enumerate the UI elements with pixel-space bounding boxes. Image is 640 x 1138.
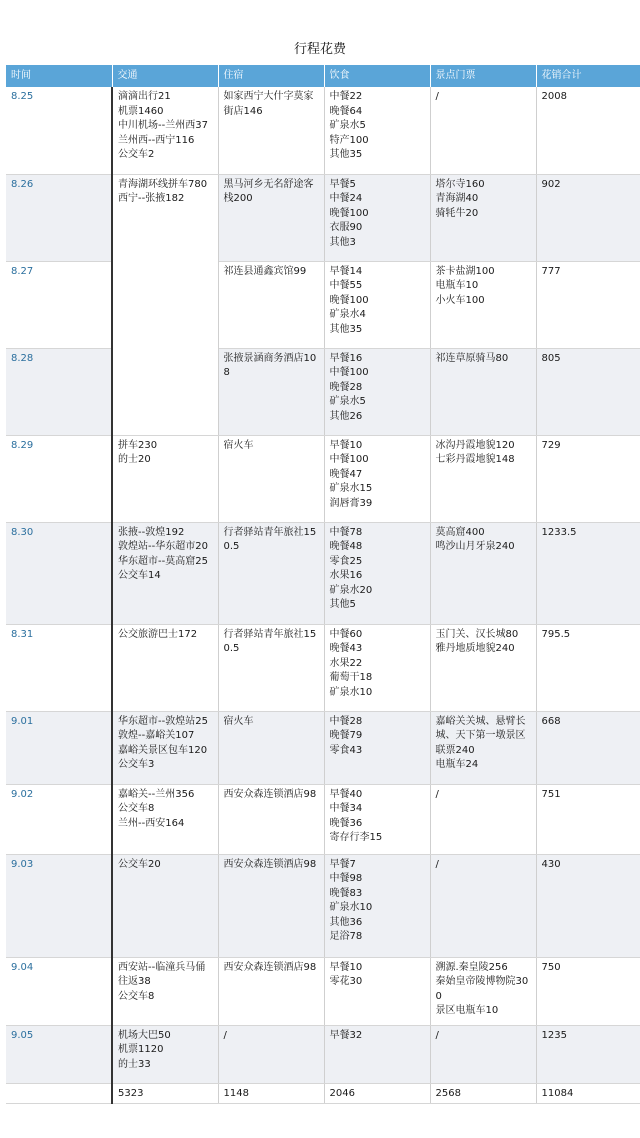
- lodging-cell: 行者驿站青年旅社150.5: [218, 522, 324, 624]
- lodging-cell: 祁连县通鑫宾馆99: [218, 261, 324, 348]
- header-food: 饮食: [324, 65, 430, 87]
- table-row: [6, 957, 640, 1025]
- date-cell: 8.27: [6, 261, 112, 348]
- transport-cell: 嘉峪关--兰州356 公交车8 兰州--西安164: [112, 784, 218, 854]
- lodging-cell: 西安众森连锁酒店98: [218, 784, 324, 854]
- header-lodging: 住宿: [218, 65, 324, 87]
- header-transport: 交通: [112, 65, 218, 87]
- transport-cell: 青海湖环线拼车780 西宁--张掖182: [112, 174, 218, 435]
- food-total-cell: 2046: [324, 1083, 430, 1103]
- total-cell: 430: [536, 854, 640, 957]
- tickets-total-cell: 2568: [430, 1083, 536, 1103]
- date-cell: 8.25: [6, 87, 112, 174]
- lodging-cell: 如家西宁大什字莫家街店146: [218, 87, 324, 174]
- header-tickets: 景点门票: [430, 65, 536, 87]
- food-cell: 中餐60 晚餐43 水果22 葡萄干18 矿泉水10: [324, 624, 430, 711]
- date-cell: 8.30: [6, 522, 112, 624]
- tickets-cell: /: [430, 1025, 536, 1083]
- header-row: [6, 65, 640, 87]
- total-cell: 777: [536, 261, 640, 348]
- date-cell: 9.04: [6, 957, 112, 1025]
- total-cell: 805: [536, 348, 640, 435]
- table-row: [6, 784, 640, 854]
- expense-table: [6, 65, 640, 1104]
- food-cell: 中餐28 晚餐79 零食43: [324, 711, 430, 784]
- table-row: [6, 1025, 640, 1083]
- total-cell: 1233.5: [536, 522, 640, 624]
- tickets-cell: 嘉峪关关城、悬臂长城、天下第一墩景区联票240 电瓶车24: [430, 711, 536, 784]
- food-cell: 中餐22 晚餐64 矿泉水5 特产100 其他35: [324, 87, 430, 174]
- transport-cell: 公交车20: [112, 854, 218, 957]
- transport-cell: 公交旅游巴士172: [112, 624, 218, 711]
- lodging-cell: 张掖景涵商务酒店108: [218, 348, 324, 435]
- table-row: [6, 174, 640, 261]
- lodging-cell: 宿火车: [218, 435, 324, 522]
- table-row: [6, 854, 640, 957]
- food-cell: 早餐16 中餐100 晚餐28 矿泉水5 其他26: [324, 348, 430, 435]
- total-cell: 2008: [536, 87, 640, 174]
- table-row: [6, 522, 640, 624]
- total-cell: 750: [536, 957, 640, 1025]
- transport-cell: 滴滴出行21 机票1460 中川机场--兰州西37 兰州西--西宁116 公交车2: [112, 87, 218, 174]
- totals-row: [6, 1083, 640, 1103]
- tickets-cell: 茶卡盐湖100 电瓶车10 小火车100: [430, 261, 536, 348]
- lodging-cell: 西安众森连锁酒店98: [218, 957, 324, 1025]
- transport-cell: 机场大巴50 机票1120 的士33: [112, 1025, 218, 1083]
- lodging-cell: 黑马河乡无名舒途客栈200: [218, 174, 324, 261]
- lodging-cell: /: [218, 1025, 324, 1083]
- total-cell: 729: [536, 435, 640, 522]
- food-cell: 早餐40 中餐34 晚餐36 寄存行李15: [324, 784, 430, 854]
- transport-total-cell: 5323: [112, 1083, 218, 1103]
- lodging-cell: 宿火车: [218, 711, 324, 784]
- food-cell: 早餐5 中餐24 晚餐100 衣服90 其他3: [324, 174, 430, 261]
- date-cell: 8.26: [6, 174, 112, 261]
- table-row: [6, 711, 640, 784]
- tickets-cell: /: [430, 87, 536, 174]
- total-cell: 902: [536, 174, 640, 261]
- grand-total-cell: 11084: [536, 1083, 640, 1103]
- tickets-cell: 玉门关、汉长城80 雅丹地质地貌240: [430, 624, 536, 711]
- date-cell: 8.31: [6, 624, 112, 711]
- header-total: 花销合计: [536, 65, 640, 87]
- table-row: [6, 261, 640, 348]
- food-cell: 早餐10 中餐100 晚餐47 矿泉水15 润唇膏39: [324, 435, 430, 522]
- table-row: [6, 624, 640, 711]
- tickets-cell: 溯源.秦皇陵256 秦始皇帝陵博物院300 景区电瓶车10: [430, 957, 536, 1025]
- transport-cell: 张掖--敦煌192 敦煌站--华东超市20 华东超市--莫高窟25 公交车14: [112, 522, 218, 624]
- date-cell: 9.02: [6, 784, 112, 854]
- table-row: [6, 435, 640, 522]
- total-cell: 1235: [536, 1025, 640, 1083]
- header-time: 时间: [6, 65, 112, 87]
- date-cell: 9.01: [6, 711, 112, 784]
- lodging-total-cell: 1148: [218, 1083, 324, 1103]
- total-cell: 795.5: [536, 624, 640, 711]
- tickets-cell: /: [430, 784, 536, 854]
- date-cell: 9.05: [6, 1025, 112, 1083]
- lodging-cell: 西安众森连锁酒店98: [218, 854, 324, 957]
- total-cell: 668: [536, 711, 640, 784]
- food-cell: 中餐78 晚餐48 零食25 水果16 矿泉水20 其他5: [324, 522, 430, 624]
- lodging-cell: 行者驿站青年旅社150.5: [218, 624, 324, 711]
- tickets-cell: 莫高窟400 鸣沙山月牙泉240: [430, 522, 536, 624]
- tickets-cell: 祁连草原骑马80: [430, 348, 536, 435]
- table-row: [6, 348, 640, 435]
- total-cell: 751: [536, 784, 640, 854]
- food-cell: 早餐10 零花30: [324, 957, 430, 1025]
- food-cell: 早餐14 中餐55 晚餐100 矿泉水4 其他35: [324, 261, 430, 348]
- date-cell: 8.28: [6, 348, 112, 435]
- date-cell: 9.03: [6, 854, 112, 957]
- page-title: 行程花费: [293, 42, 346, 57]
- food-cell: 早餐32: [324, 1025, 430, 1083]
- tickets-cell: /: [430, 854, 536, 957]
- tickets-cell: 塔尔寺160 青海湖40 骑牦牛20: [430, 174, 536, 261]
- transport-cell: 拼车230 的士20: [112, 435, 218, 522]
- transport-cell: 西安站--临潼兵马俑往返38 公交车8: [112, 957, 218, 1025]
- date-cell: [6, 1083, 112, 1103]
- table-row: [6, 87, 640, 174]
- food-cell: 早餐7 中餐98 晚餐83 矿泉水10 其他36 足浴78: [324, 854, 430, 957]
- transport-cell: 华东超市--敦煌站25 敦煌--嘉峪关107 嘉峪关景区包车120 公交车3: [112, 711, 218, 784]
- tickets-cell: 冰沟丹霞地貌120 七彩丹霞地貌148: [430, 435, 536, 522]
- date-cell: 8.29: [6, 435, 112, 522]
